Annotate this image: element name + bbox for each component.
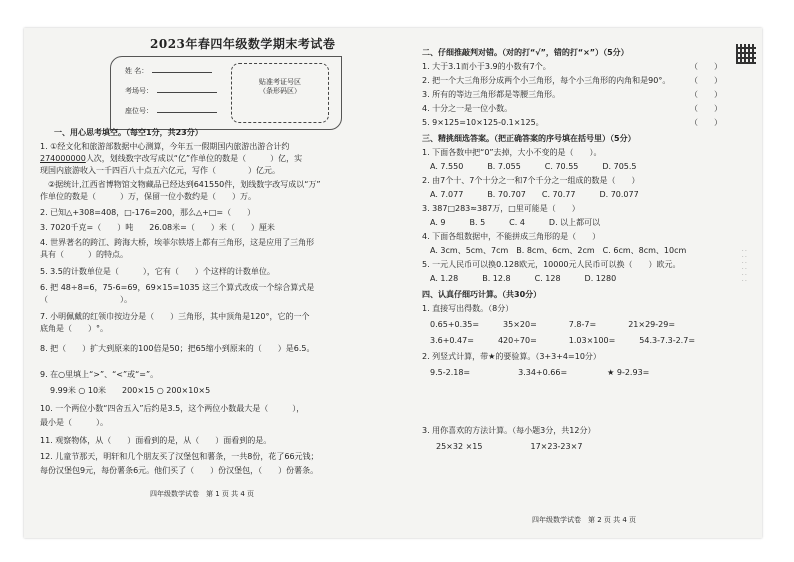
q9-line1: 9. 在○里填上“>”、“<”或“=”。 <box>40 370 159 379</box>
seat-field[interactable] <box>157 112 217 113</box>
judge-1-answer[interactable]: （ ） <box>690 62 722 71</box>
section2-title: 二、仔细推敲判对错。（对的打“√”，错的打“×”）（5分） <box>422 48 629 57</box>
q10-line2: 最小是（ ）。 <box>40 418 108 427</box>
choice-5-options: A. 1.28 B. 12.8 C. 128 D. 1280 <box>430 274 617 283</box>
q1-line5: 作单位的数是（ ）万，保留一位小数约是（ ）万。 <box>40 192 256 201</box>
name-row <box>125 67 212 76</box>
judge-5-answer[interactable]: （ ） <box>690 118 722 127</box>
q1-line1: 1. ①经文化和旅游部数据中心测算，今年五一假期国内旅游出游合计约 <box>40 142 290 151</box>
page-footer-left: 四年级数学试卷 第 1 页 共 4 页 <box>150 490 255 498</box>
section3-title: 三、精挑细选答案。（把正确答案的序号填在括号里）（5分） <box>422 134 636 143</box>
judge-2-answer[interactable]: （ ） <box>690 76 722 85</box>
calc1-title: 1. 直接写出得数。（8分） <box>422 304 514 313</box>
judge-1: 1. 大于3.1而小于3.9的小数有7个。 <box>422 62 551 71</box>
choice-3-options: A. 9 B. 5 C. 4 D. 以上都可以 <box>430 218 601 227</box>
barcode-area-sublabel: （条形码区） <box>259 87 301 96</box>
q1-line3: 现国内旅游收入一千四百八十点五六亿元，写作（ ）亿元。 <box>40 166 280 175</box>
page-footer-right: 四年级数学试卷 第 2 页 共 4 页 <box>532 516 637 524</box>
q10-line1: 10. 一个两位小数“四舍五入”后约是3.5，这个两位小数最大是（ ）， <box>40 404 305 413</box>
q6-line1: 6. 把 48÷8=6，75-6=69，69×15=1035 这三个算式改成一个综合算式是 <box>40 283 315 292</box>
judge-2: 2. 把一个大三角形分成两个小三角形，每个小三角形的内角和是90°。 <box>422 76 671 85</box>
calc2-items: 9.5-2.18= 3.34+0.66= ★ 9-2.93= <box>430 368 650 377</box>
q11: 11. 观察物体，从（ ）面看到的是，从（ ）面看到的是。 <box>40 436 272 445</box>
q1-line2 <box>40 154 302 165</box>
choice-2-question: 2. 由7个十、7个十分之一和7个千分之一组成的数是（ ） <box>422 176 640 185</box>
judge-4: 4. 十分之一是一位小数。 <box>422 104 513 113</box>
section1-title: 一、用心思考填空。（每空1分，共23分） <box>54 128 203 137</box>
seat-label: 座位号： <box>125 107 153 115</box>
q1-number: 274000000 <box>40 154 86 163</box>
q12-line1: 12. 儿童节那天，明轩和几个朋友买了汉堡包和薯条，一共8份，花了66元钱； <box>40 452 319 461</box>
choice-1-question: 1. 下面各数中把“0”去掉，大小不变的是（ ）。 <box>422 148 602 157</box>
page-title: 2023年春四年级数学期末考试卷 <box>150 37 336 51</box>
qr-code-icon <box>736 44 756 64</box>
q7-line2: 底角是（ ）°。 <box>40 324 108 333</box>
q1-line2-text: 人次，划线数字改写成以“亿”作单位的数是（ ）亿，实 <box>85 154 303 163</box>
q5: 5. 3.5的计数单位是（ ），它有（ ）个这样的计数单位。 <box>40 267 275 276</box>
judge-5: 5. 9×125=10×125-0.1×125。 <box>422 118 544 127</box>
barcode-area-label: 贴准考证号区 <box>259 78 301 86</box>
choice-5-question: 5. 一元人民币可以换0.128欧元，10000元人民币可以换（ ）欧元。 <box>422 260 681 269</box>
q7-line1: 7. 小明佩戴的红领巾按边分是（ ）三角形，其中顶角是120°，它的一个 <box>40 312 310 321</box>
q6-line2: （ ）。 <box>40 295 132 304</box>
q4-line2: 具有（ ）的特点。 <box>40 250 128 259</box>
barcode-area <box>231 63 329 123</box>
judge-3: 3. 所有的等边三角形都是等腰三角形。 <box>422 90 561 99</box>
choice-4-options: A. 3cm、5cm、7cm B. 8cm、6cm、2cm C. 6cm、8cm、10cm <box>430 246 687 255</box>
calc1-row2: 3.6+0.47= 420÷70= 1.03×100= 54.3-7.3-2.7= <box>430 336 696 345</box>
exam-no-row <box>125 87 217 96</box>
judge-4-answer[interactable]: （ ） <box>690 104 722 113</box>
choice-4-question: 4. 下面各组数据中，不能拼成三角形的是（ ） <box>422 232 601 241</box>
q3: 3. 7020千克=（ ）吨 26.08米=（ ）米（ ）厘米 <box>40 223 275 232</box>
choice-3-question: 3. 387□283≈387万，□里可能是（ ） <box>422 204 580 213</box>
q12-line2: 每份汉堡包9元，每份薯条6元。他们买了（ ）份汉堡包，（ ）份薯条。 <box>40 466 319 475</box>
q8: 8. 把（ ）扩大到原来的100倍是50；把65缩小到原来的（ ）是6.5。 <box>40 344 315 353</box>
section4-title: 四、认真仔细巧计算。（共30分） <box>422 290 542 299</box>
seat-row <box>125 107 217 116</box>
q9-line2: 9.99米 ○ 10米 200×15 ○ 200×10×5 <box>50 386 211 395</box>
calc3-title: 3. 用你喜欢的方法计算。（每小题3分，共12分） <box>422 426 596 435</box>
judge-3-answer[interactable]: （ ） <box>690 90 722 99</box>
q1-line4: ②据统计,江西省博物馆文物藏品已经达到641550件，划线数字改写成以“万” <box>40 180 321 189</box>
side-binding-strip: · · · · · · · · · · · · <box>742 248 747 284</box>
choice-1-options: A. 7.550 B. 7.055 C. 70.55 D. 705.5 <box>430 162 637 171</box>
q4-line1: 4. 世界著名的跨江、跨海大桥，埃菲尔铁塔上都有三角形，这是应用了三角形 <box>40 238 315 247</box>
calc2-title: 2. 列竖式计算，带★的要验算。（3+3+4=10分） <box>422 352 601 361</box>
q2: 2. 已知△+308=408，□-176=200，那么△+□=（ ） <box>40 208 256 217</box>
calc3-items: 25×32 ×15 17×23-23×7 <box>436 442 583 451</box>
name-field[interactable] <box>152 72 212 73</box>
name-label: 姓 名： <box>125 67 149 75</box>
calc1-row1: 0.65+0.35= 35×20= 7.8-7= 21×29-29= <box>430 320 676 329</box>
exam-no-field[interactable] <box>157 92 217 93</box>
choice-2-options: A. 7.077 B. 70.707 C. 70.77 D. 70.077 <box>430 190 639 199</box>
student-info-box <box>110 56 342 130</box>
exam-paper <box>24 28 762 538</box>
exam-no-label: 考场号： <box>125 87 153 95</box>
